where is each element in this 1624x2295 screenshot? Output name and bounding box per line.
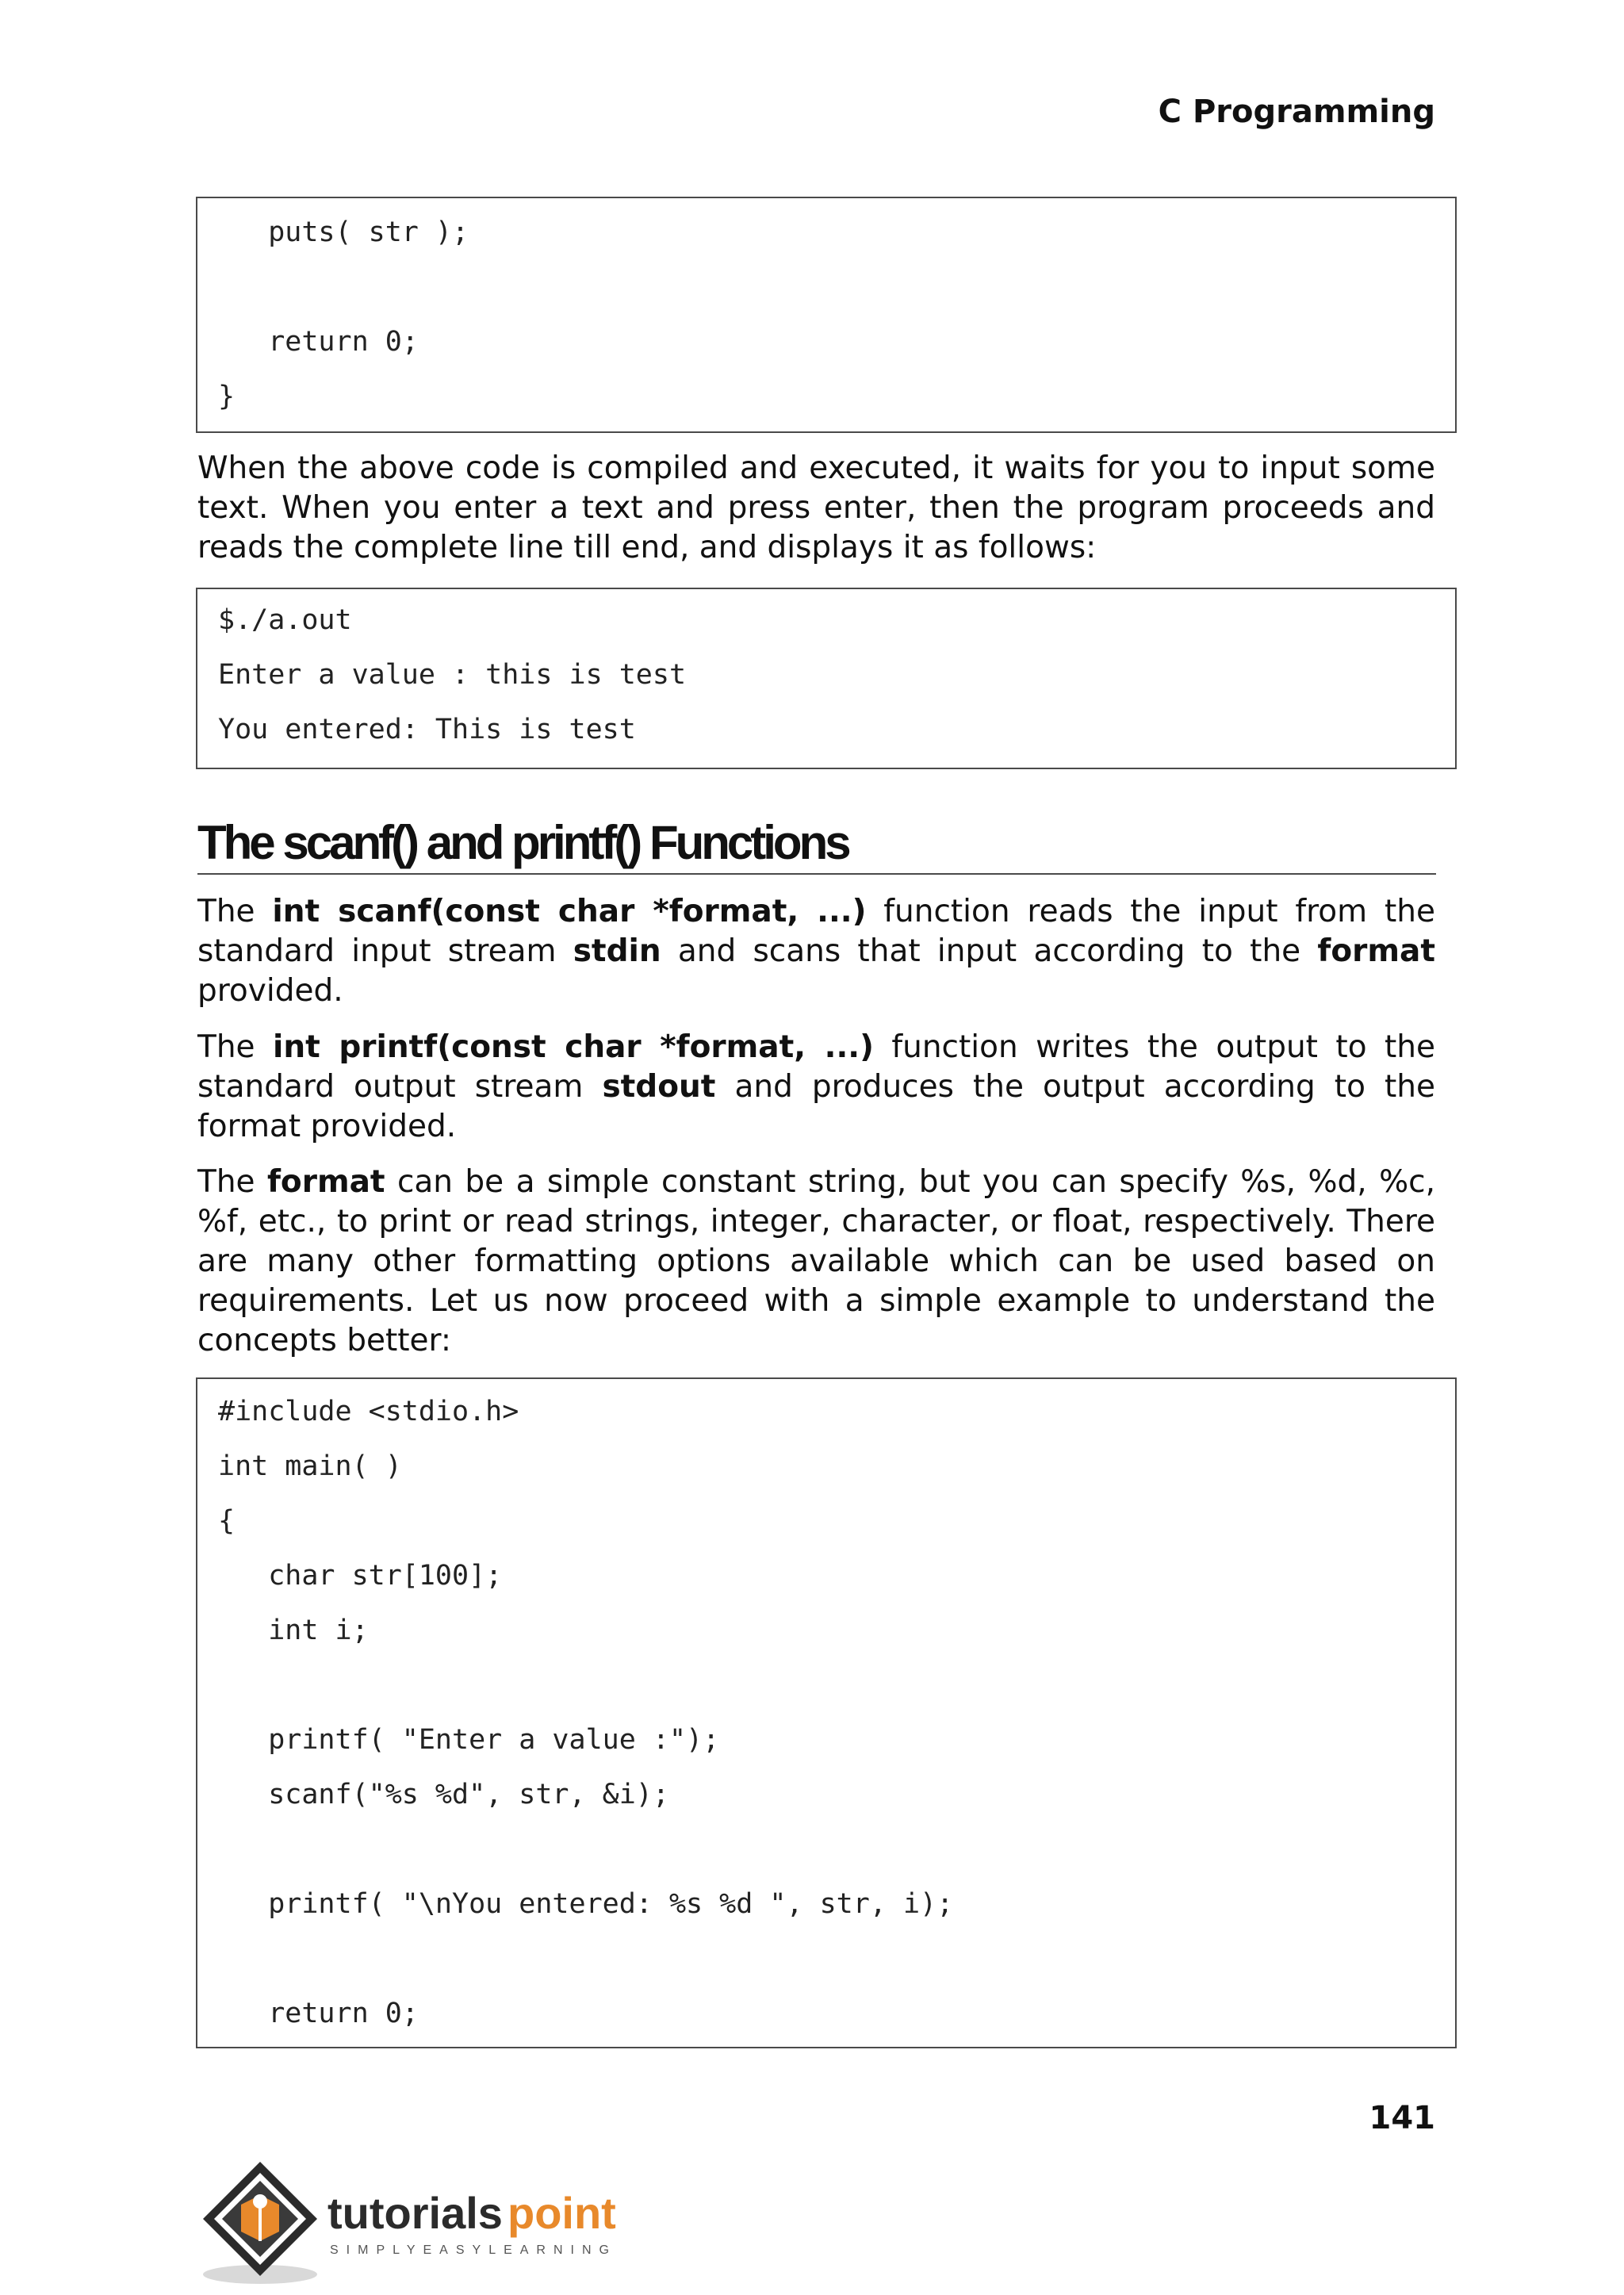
code-line bbox=[218, 1665, 1434, 1720]
code-line: int main( ) bbox=[218, 1450, 402, 1482]
code-block bbox=[196, 197, 1457, 433]
paragraph bbox=[197, 1028, 1435, 1147]
code-line: printf( "\nYou entered: %s %d ", str, i); bbox=[218, 1888, 954, 1920]
section-heading: The scanf() and printf() Functions bbox=[197, 815, 1436, 875]
paragraph: When the above code is compiled and executed, it waits for you to input some text. When you enter a text and press enter, then the program proceeds and reads the complete line till end, and displays it as follows: bbox=[197, 450, 1435, 565]
text: function writes the output to the standard output stream bbox=[197, 1029, 1435, 1105]
page-number: 141 bbox=[1369, 2100, 1435, 2136]
paragraph bbox=[197, 892, 1435, 1011]
code-line: char str[100]; bbox=[218, 1560, 503, 1592]
output-line: $./a.out bbox=[218, 604, 352, 636]
code-line bbox=[218, 1939, 1434, 1994]
code-term: format bbox=[266, 1164, 385, 1200]
text: and produces the output according to the format provided. bbox=[197, 1069, 1435, 1144]
output-line: Enter a value : this is test bbox=[218, 659, 687, 691]
code-line: printf( "Enter a value :"); bbox=[218, 1724, 720, 1756]
code-term: int scanf(const char *format, ...) bbox=[272, 894, 867, 929]
code-term: int printf(const char *format, ...) bbox=[272, 1029, 874, 1065]
code-line: } bbox=[218, 381, 236, 412]
running-header: C Programming bbox=[1158, 94, 1435, 130]
code-term: stdout bbox=[602, 1069, 716, 1105]
code-line bbox=[218, 267, 1434, 322]
text: provided. bbox=[197, 973, 343, 1009]
text: and scans that input according to the bbox=[661, 933, 1318, 969]
text: can be a simple constant string, but you can specify %s, %d, %c, %f, etc., to print or read strings, integer, character, or float, respectively. There are many other formatting options available which can be used based on requirements. Let us now proceed with a simple example to understand the concepts better: bbox=[197, 1164, 1436, 1358]
text: The bbox=[197, 1164, 267, 1200]
output-line: You entered: This is test bbox=[218, 714, 636, 745]
code-block bbox=[196, 1377, 1457, 2048]
code-line: return 0; bbox=[218, 1998, 419, 2029]
logo-wordmark-a: tutorials bbox=[327, 2188, 503, 2238]
code-line: scanf("%s %d", str, &i); bbox=[218, 1779, 669, 1810]
code-line: int i; bbox=[218, 1615, 369, 1646]
output-block bbox=[196, 588, 1457, 769]
person-icon bbox=[253, 2194, 267, 2209]
code-term: stdin bbox=[573, 933, 661, 969]
text: function reads the input from the standard input stream bbox=[197, 894, 1435, 969]
code-line: return 0; bbox=[218, 326, 419, 358]
logo-wordmark-b: point bbox=[508, 2188, 616, 2238]
code-line bbox=[218, 1829, 1434, 1884]
code-term: format bbox=[1317, 933, 1435, 969]
code-line: { bbox=[218, 1505, 236, 1537]
code-line: #include <stdio.h> bbox=[218, 1396, 519, 1427]
tutorialspoint-logo bbox=[197, 2155, 641, 2290]
code-line: puts( str ); bbox=[218, 216, 469, 248]
paragraph bbox=[197, 1163, 1435, 1361]
logo-tagline: SIMPLYEASYLEARNING bbox=[330, 2243, 617, 2257]
text: The bbox=[197, 894, 273, 929]
text: The bbox=[197, 1029, 273, 1065]
